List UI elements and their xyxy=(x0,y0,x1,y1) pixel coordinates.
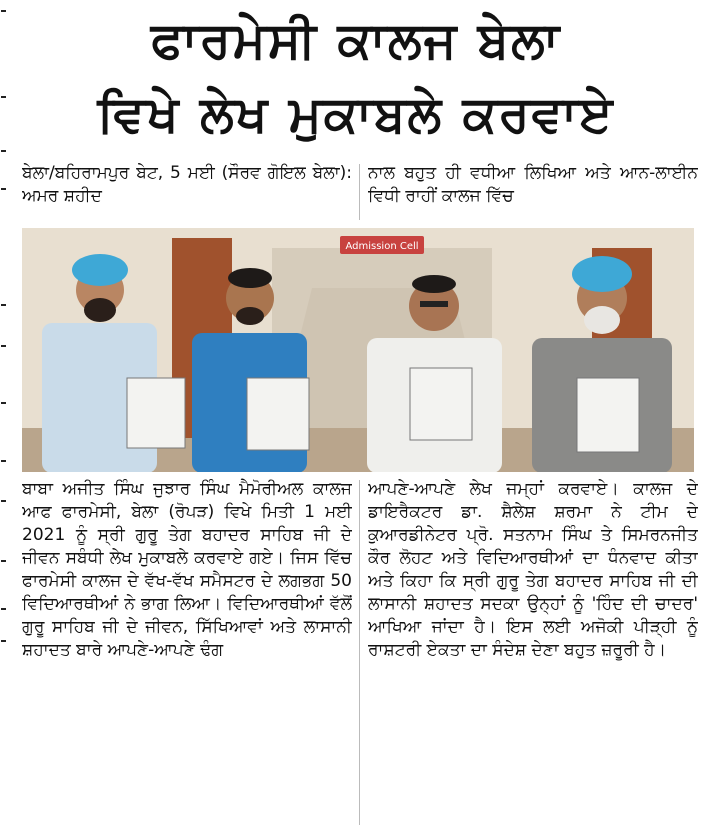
person-2-paper xyxy=(247,378,309,450)
article-intro-left: ਬੇਲਾ/ਬਹਿਰਾਮਪੁਰ ਬੇਟ, 5 ਮਈ (ਸੌਰਵ ਗੋਇਲ ਬੇਲਾ): ਅਮਰ ਸ਼ਹੀਦ xyxy=(22,163,352,206)
person-3-glasses xyxy=(420,301,448,307)
person-2-hair xyxy=(228,268,272,288)
person-2-beard xyxy=(236,307,264,325)
column-divider-bottom xyxy=(359,480,360,825)
person-1-turban xyxy=(72,254,128,286)
news-photo xyxy=(22,228,694,472)
article-body-left: ਬਾਬਾ ਅਜੀਤ ਸਿੰਘ ਜੁਝਾਰ ਸਿੰਘ ਮੈਮੋਰੀਅਲ ਕਾਲਜ ਆਫ ਫਾਰਮੇਸੀ, ਬੇਲਾ (ਰੋਪੜ) ਵਿਖੇ ਮਿਤੀ 1 ਮਈ 2021 ਨੂੰ ਸ੍ਰੀ ਗੁਰੂ ਤੇਗ ਬਹਾਦਰ ਸਾਹਿਬ ਜੀ ਦੇ ਜੀਵਨ ਸਬੰਧੀ ਲੇਖ ਮੁਕਾਬਲੇ ਕਰਵਾਏ ਗਏ। ਜਿਸ ਵਿੱਚ ਫਾਰਮੇਸੀ ਕਾਲਜ ਦੇ ਵੱਖ-ਵੱਖ ਸਮੈਸਟਰ ਦੇ ਲਗਭਗ 50 ਵਿਦਿਆਰਥੀਆਂ ਨੇ ਭਾਗ ਲਿਆ। ਵਿਦਿਆਰਥੀਆਂ ਵੱਲੋਂ ਗੁਰੂ ਸਾਹਿਬ ਜੀ ਦੇ ਜੀਵਨ, ਸਿੱਖਿਆਵਾਂ ਅਤੇ ਲਾਸਾਨੀ ਸ਼ਹਾਦਤ ਬਾਰੇ ਆਪਣੇ-ਆਪਣੇ ਢੰਗ xyxy=(22,479,352,660)
person-3-hair xyxy=(412,275,456,293)
article-intro-right: ਨਾਲ ਬਹੁਤ ਹੀ ਵਧੀਆ ਲਿਖਿਆ ਅਤੇ ਆਨ-ਲਾਈਨ ਵਿਧੀ ਰਾਹੀਂ ਕਾਲਜ ਵਿੱਚ xyxy=(368,163,698,206)
article-body-right: ਆਪਣੇ-ਆਪਣੇ ਲੇਖ ਜਮ੍ਹਾਂ ਕਰਵਾਏ। ਕਾਲਜ ਦੇ ਡਾਇਰੈਕਟਰ ਡਾ. ਸ਼ੈਲੇਸ਼ ਸ਼ਰਮਾ ਨੇ ਟੀਮ ਦੇ ਕੁਆਰਡੀਨੇਟਰ ਪ੍ਰੋ. ਸਤਨਾਮ ਸਿੰਘ ਤੇ ਸਿਮਰਨਜੀਤ ਕੌਰ ਲੋਹਟ ਅਤੇ ਵਿਦਿਆਰਥੀਆਂ ਦਾ ਧੰਨਵਾਦ ਕੀਤਾ ਅਤੇ ਕਿਹਾ ਕਿ ਸ੍ਰੀ ਗੁਰੂ ਤੇਗ ਬਹਾਦਰ ਸਾਹਿਬ ਜੀ ਦੀ ਲਾਸਾਨੀ ਸ਼ਹਾਦਤ ਸਦਕਾ ਉਨ੍ਹਾਂ ਨੂੰ 'ਹਿੰਦ ਦੀ ਚਾਦਰ' ਆਖਿਆ ਜਾਂਦਾ ਹੈ। ਇਸ ਲਈ ਅਜੋਕੀ ਪੀੜ੍ਹੀ ਨੂੰ ਰਾਸ਼ਟਰੀ ਏਕਤਾ ਦਾ ਸੰਦੇਸ਼ ਦੇਣਾ ਬਹੁਤ ਜ਼ਰੂਰੀ ਹੈ। xyxy=(368,479,698,660)
person-1-paper xyxy=(127,378,185,448)
person-1-beard xyxy=(84,298,116,322)
news-photo-drawing xyxy=(22,228,694,472)
person-3-paper xyxy=(410,368,472,440)
person-4-turban xyxy=(572,256,632,292)
column-divider-top xyxy=(359,164,360,220)
person-4-beard xyxy=(584,306,620,334)
headline-line-2: ਵਿਖੇ ਲੇਖ ਮੁਕਾਬਲੇ ਕਰਵਾਏ xyxy=(97,85,615,143)
headline xyxy=(0,0,712,150)
person-4-paper xyxy=(577,378,639,452)
photo-sign-text: Admission Cell xyxy=(345,241,419,252)
headline-line-1: ਫਾਰਮੇਸੀ ਕਾਲਜ ਬੇਲਾ xyxy=(150,11,562,69)
